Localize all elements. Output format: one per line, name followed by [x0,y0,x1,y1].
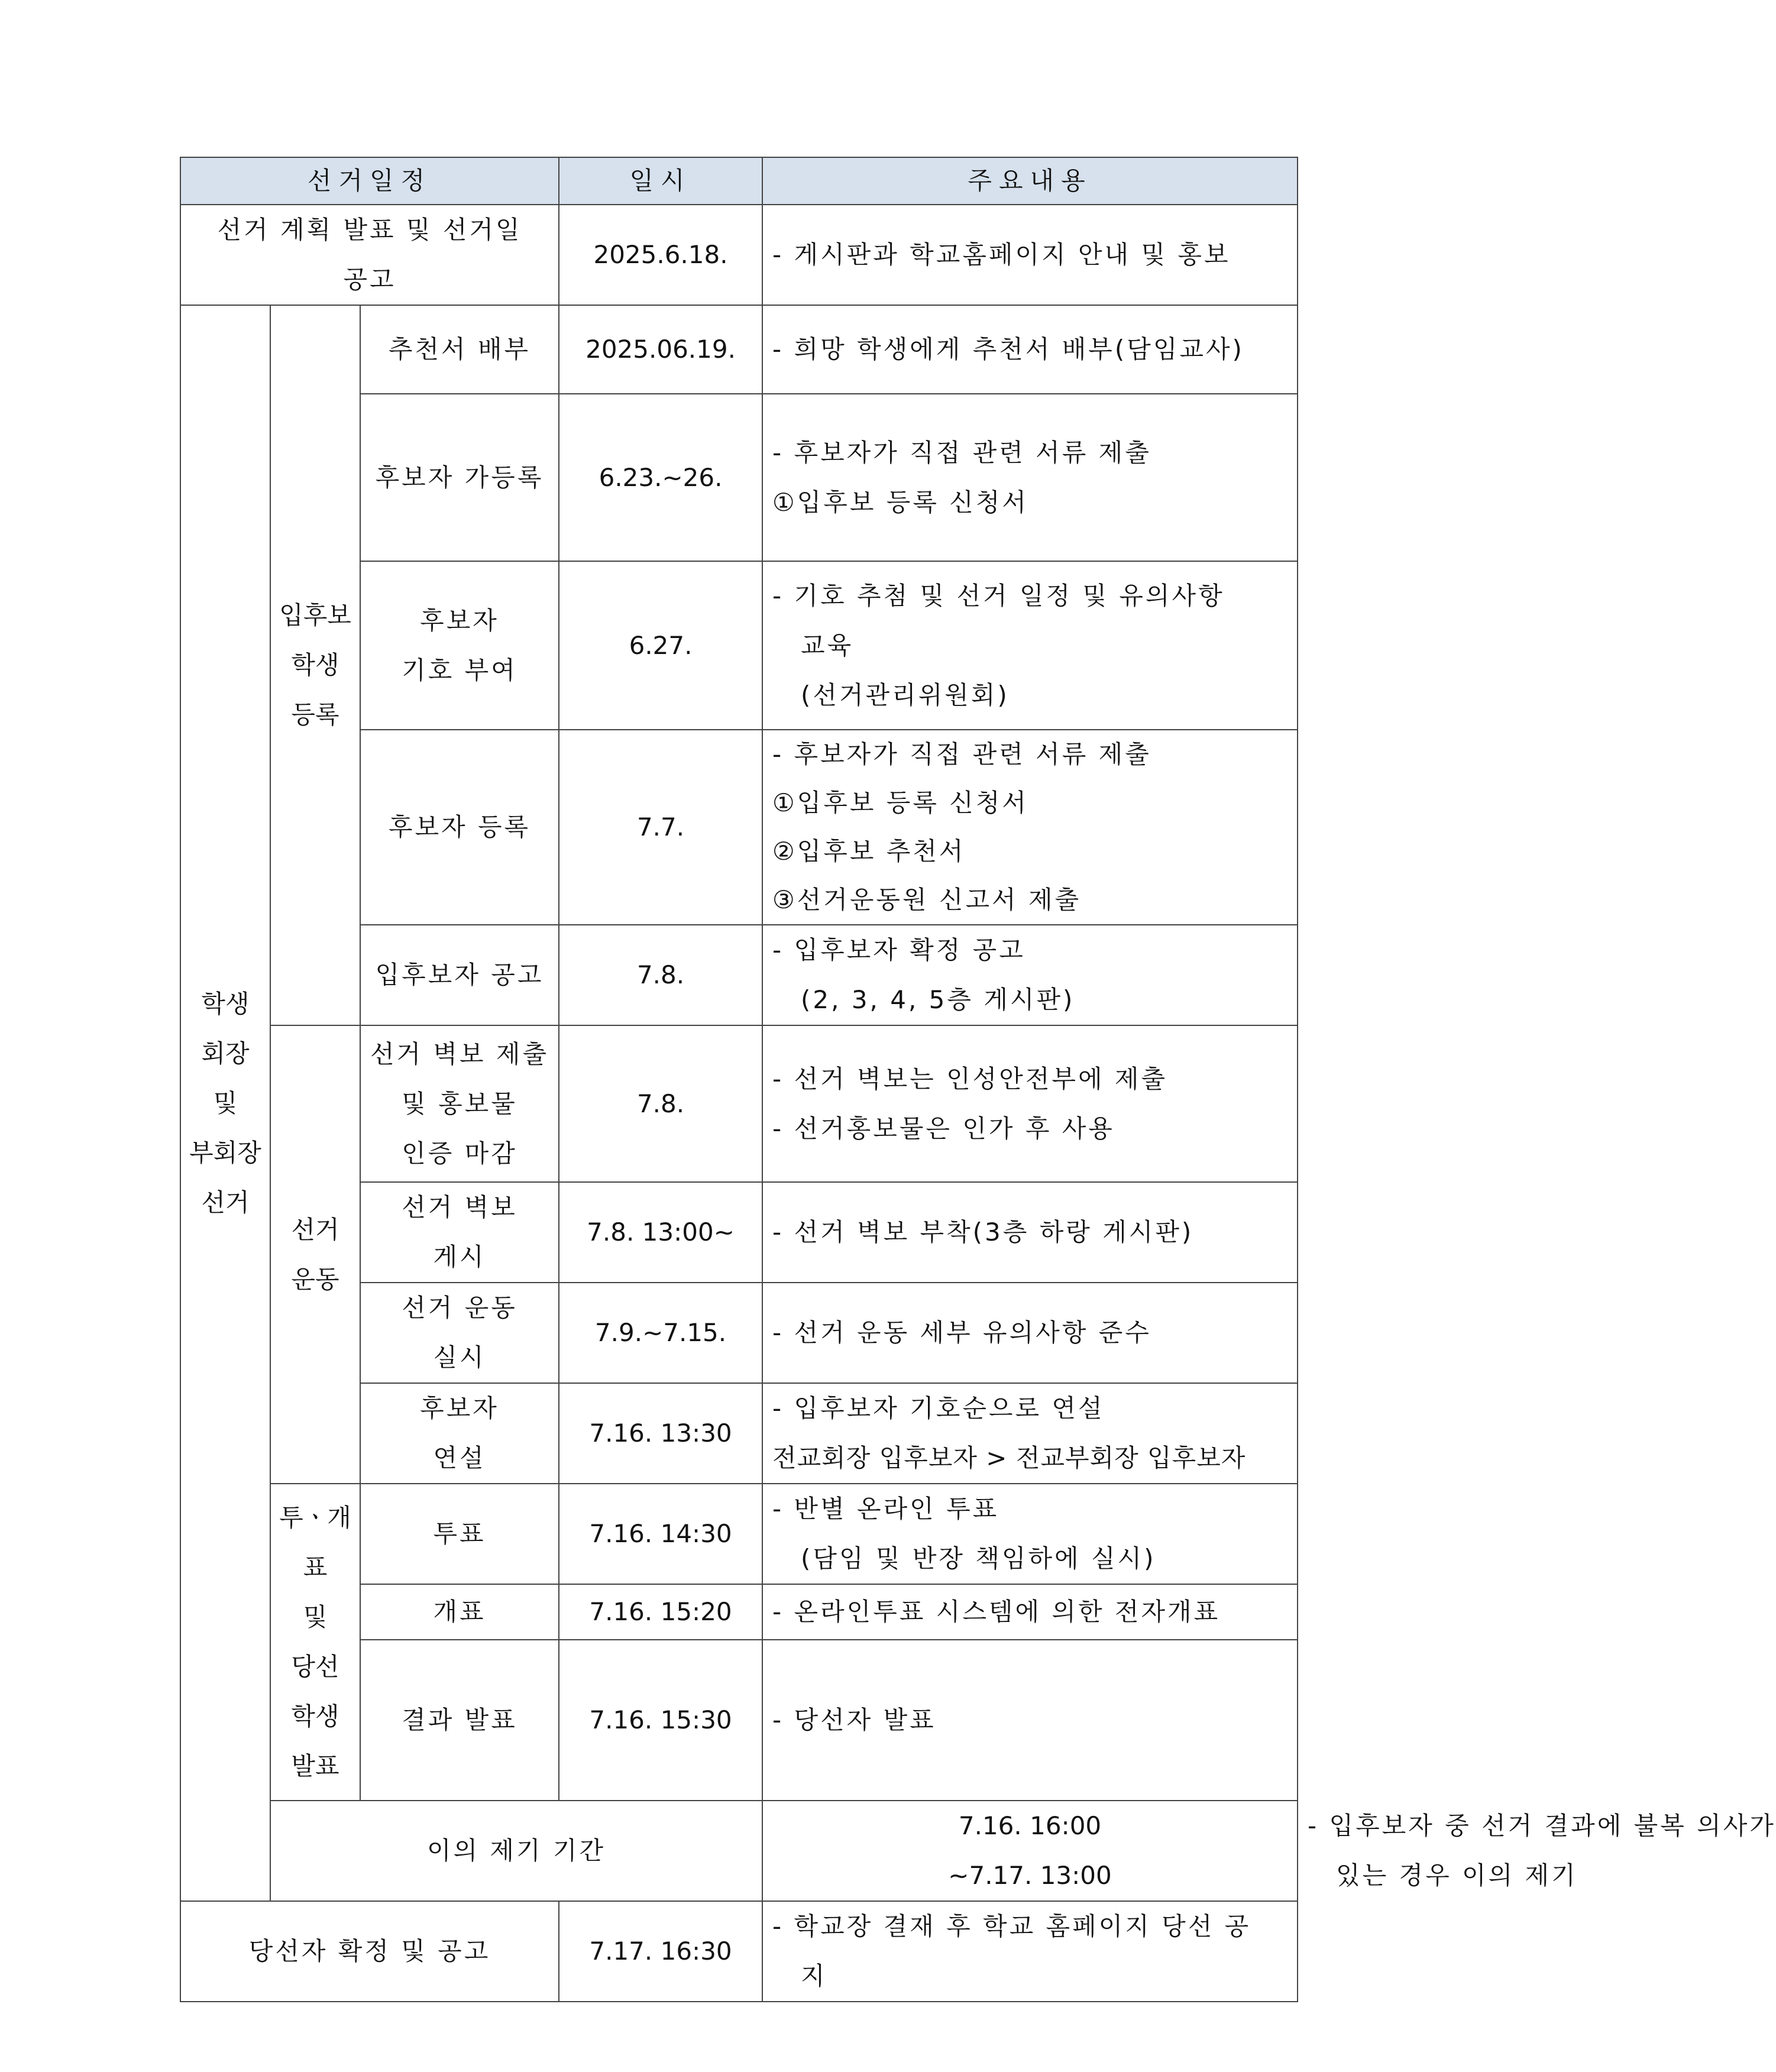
row-content: - 선거 벽보 부착(3층 하랑 게시판) [762,1182,1298,1283]
row-label: 이의 제기 기간 [270,1801,762,1901]
row-date: 2025.06.19. [559,305,762,394]
row-label: 투표 [360,1484,559,1584]
row-label: 선거 계획 발표 및 선거일 공고 [180,205,559,305]
row-content: - 게시판과 학교홈페이지 안내 및 홍보 [762,205,1298,305]
group-vote-label: 투ㆍ개 표 및 당선 학생 발표 [270,1484,360,1801]
header-row [180,157,1298,205]
header-datetime: 일시 [559,157,762,205]
row-date: 7.9.~7.15. [559,1283,762,1383]
row-date: 7.8. [559,1025,762,1182]
row-label: 후보자 기호 부여 [360,561,559,730]
row-content: - 후보자가 직접 관련 서류 제출 ①입후보 등록 신청서 [762,394,1298,561]
row-label: 추천서 배부 [360,305,559,394]
row-content: - 반별 온라인 투표 (담임 및 반장 책임하에 실시) [762,1484,1298,1584]
table-row [180,205,1298,305]
row-content: - 선거 운동 세부 유의사항 준수 [762,1283,1298,1383]
row-content: - 당선자 발표 [762,1640,1298,1801]
row-label: 개표 [360,1584,559,1640]
group-main-label: 학생 회장 및 부회장 선거 [180,305,270,1901]
row-content: - 학교장 결재 후 학교 홈페이지 당선 공 지 [762,1901,1298,2002]
row-content: - 온라인투표 시스템에 의한 전자개표 [762,1584,1298,1640]
header-schedule: 선거일정 [180,157,559,205]
row-content: - 후보자가 직접 관련 서류 제출 ①입후보 등록 신청서 ②입후보 추천서 ③선거운동원 신고서 제출 [762,730,1298,925]
row-label: 선거 벽보 게시 [360,1182,559,1283]
row-date: 7.16. 14:30 [559,1484,762,1584]
header-content: 주요내용 [762,157,1298,205]
election-schedule-table [180,157,1776,2002]
row-label: 당선자 확정 및 공고 [180,1901,559,2002]
row-content: - 입후보자 확정 공고 (2, 3, 4, 5층 게시판) [762,925,1298,1025]
table-row: 이의 제기 기간 7.16. 16:00 ~7.17. 13:00 - 입후보자 중 선거 결과에 불복 의사가 있는 경우 이의 제기 [180,1801,1298,1901]
group-campaign-label: 선거 운동 [270,1025,360,1484]
row-date: 2025.6.18. [559,205,762,305]
group-registration-label: 입후보 학생 등록 [270,305,360,1025]
row-label: 선거 벽보 제출 및 홍보물 인증 마감 [360,1025,559,1182]
row-content: - 기호 추첨 및 선거 일정 및 유의사항 교육 (선거관리위원회) [762,561,1298,730]
row-date: 7.16. 13:30 [559,1383,762,1484]
row-label: 선거 운동 실시 [360,1283,559,1383]
row-date: 6.23.~26. [559,394,762,561]
row-label: 후보자 가등록 [360,394,559,561]
row-date: 7.16. 15:20 [559,1584,762,1640]
row-label: 결과 발표 [360,1640,559,1801]
row-content: - 희망 학생에게 추천서 배부(담임교사) [762,305,1298,394]
row-date: 7.17. 16:30 [559,1901,762,2002]
row-date: 7.7. [559,730,762,925]
row-date: 7.16. 15:30 [559,1640,762,1801]
row-date: 7.8. 13:00~ [559,1182,762,1283]
row-date: 7.8. [559,925,762,1025]
row-label: 후보자 연설 [360,1383,559,1484]
row-date: 7.16. 16:00 ~7.17. 13:00 [762,1801,1298,1901]
row-label: 입후보자 공고 [360,925,559,1025]
table-row [180,305,1298,394]
row-date: 6.27. [559,561,762,730]
row-content: - 입후보자 기호순으로 연설 전교회장 입후보자 > 전교부회장 입후보자 [762,1383,1298,1484]
table-row [180,1484,1298,1584]
table-row [180,1901,1298,2002]
row-label: 후보자 등록 [360,730,559,925]
table-row [180,1025,1298,1182]
row-content: - 선거 벽보는 인성안전부에 제출 - 선거홍보물은 인가 후 사용 [762,1025,1298,1182]
